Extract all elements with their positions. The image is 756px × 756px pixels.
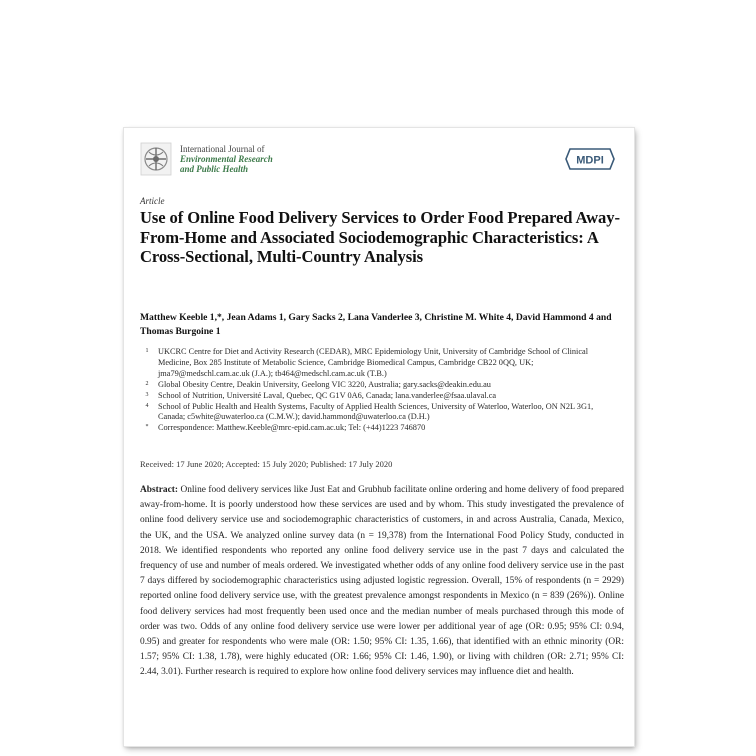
abstract-text: Online food delivery services like Just Eat and Grubhub facilitate online ordering and home delivery of food prepared away-from-home. It is poorly understood how these services are used and by whom. This study investigated the prevalence of online food delivery service use and sociodemographic characteristics of customers, in and across Australia, Canada, Mexico, the UK, and the USA. We analyzed online survey data (n = 19,378) from the International Food Policy Study, conducted in 2018. We identified respondents who reported any online food delivery service use in the past 7 days and calculated the frequency of use and number of meals ordered. We investigated whether odds of any online food delivery service use in the past 7 days differed by sociodemographic characteristics using adjusted logistic regression. Overall, 15% of respondents (n = 2929) reported online food delivery service use, with the greatest prevalence amongst respondents in Mexico (n = 839 (26%)). Online food delivery services had most frequently been used once and the median number of meals purchased through this mode of order was two. Odds of any online food delivery service use were lower per additional year of age (OR: 0.95; 95% CI: 0.94, 0.95) and greater for respondents who were male (OR: 1.50; 95% CI: 1.35, 1.66), that identified with an ethnic minority (OR: 1.57; 95% CI: 1.38, 1.78), were highly educated (OR: 1.66; 95% CI: 1.46, 1.90), or living with children (OR: 2.71; 95% CI: 2.44, 3.01). Further research is required to explore how online food delivery services may influence diet and health. xyxy=(140,485,624,678)
affiliation-mark: 4 xyxy=(145,402,149,409)
publisher-name: MDPI xyxy=(576,154,604,167)
affiliation-text: School of Nutrition, Université Laval, Quebec, QC G1V 0A6, Canada; lana.vanderlee@fsaa.ulaval.ca xyxy=(158,390,497,400)
journal-name xyxy=(180,144,273,174)
affiliation-mark: 2 xyxy=(145,380,149,387)
correspondence-text: Correspondence: Matthew.Keeble@mrc-epid.cam.ac.uk; Tel: (+44)1223 746870 xyxy=(158,423,426,433)
mdpi-logo xyxy=(564,146,616,172)
author-list: Matthew Keeble 1,*, Jean Adams 1, Gary Sacks 2, Lana Vanderlee 3, Christine M. White 4, David Hammond 4 and Thomas Burgoine 1 xyxy=(140,312,612,337)
journal-name-line1: International Journal of xyxy=(180,144,265,154)
affiliation-item xyxy=(142,380,612,391)
correspondence-item xyxy=(142,423,612,434)
affiliation-mark: 1 xyxy=(145,348,149,354)
affiliation-text: School of Public Health and Health Systems, Faculty of Applied Health Sciences, University of Waterloo, Waterloo, ON N2L 3G1, Canada; c5white@uwaterloo.ca (C.M.W.); david.hammond@uwaterloo.ca (D.H.) xyxy=(158,401,594,422)
affiliation-item xyxy=(142,402,612,424)
affiliation-item xyxy=(142,347,612,380)
affiliation-item xyxy=(142,391,612,402)
article-type: Article xyxy=(140,196,165,206)
paper-first-page xyxy=(124,128,634,746)
affiliation-text: UKCRC Centre for Diet and Activity Research (CEDAR), MRC Epidemiology Unit, University of Cambridge School of Clinical Medicine, Box 285 Institute of Metabolic Science, Cambridge Biomedical Campus, Cambridge CB22 0QQ, UK; jma79@medschl.cam.ac.uk (J.A.); tb464@medschl.cam.ac.uk (T.B.) xyxy=(158,347,588,378)
abstract-label: Abstract: xyxy=(140,485,181,495)
journal-header xyxy=(140,142,620,178)
paper-title: Use of Online Food Delivery Services to Order Food Prepared Away-From-Home and Associated Sociodemographic Characteristics: A Cross-Sectional, Multi-Country Analysis xyxy=(140,208,620,266)
journal-logo-icon xyxy=(140,142,172,176)
publication-dates: Received: 17 June 2020; Accepted: 15 July 2020; Published: 17 July 2020 xyxy=(140,459,393,469)
affiliation-mark: 3 xyxy=(145,391,149,398)
correspondence-mark: * xyxy=(145,424,149,431)
affiliation-text: Global Obesity Centre, Deakin University, Geelong VIC 3220, Australia; gary.sacks@deakin.edu.au xyxy=(158,379,491,389)
abstract xyxy=(140,483,624,681)
affiliation-list xyxy=(142,347,612,434)
journal-name-line2: Environmental Research xyxy=(180,154,273,164)
journal-name-line3: and Public Health xyxy=(180,164,249,174)
